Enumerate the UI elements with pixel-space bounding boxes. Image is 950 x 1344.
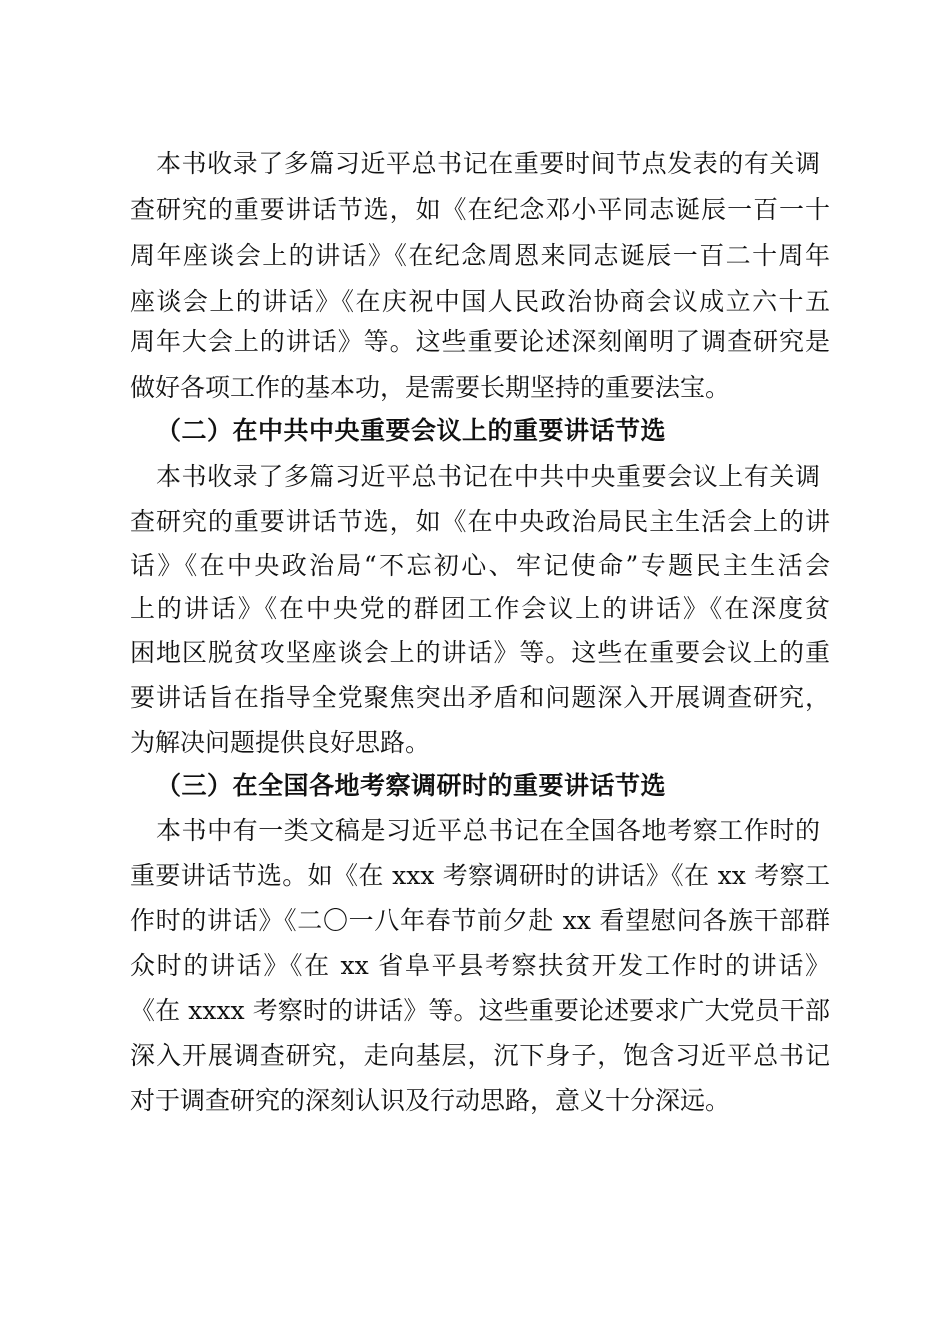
paragraph-3-line-3: 作时的讲话》《二〇一八年春节前夕赴 xx 看望慰问各族干部群: [130, 906, 830, 935]
paragraph-3-line-1: 本书中有一类文稿是习近平总书记在全国各地考察工作时的: [156, 816, 820, 845]
section-heading-3: （三）在全国各地考察调研时的重要讲话节选: [156, 771, 667, 800]
paragraph-3-line-4: 众时的讲话》《在 xx 省阜平县考察扶贫开发工作时的讲话》: [130, 951, 830, 980]
paragraph-2-line-7: 为解决问题提供良好思路。: [130, 728, 431, 757]
paragraph-1-line-3: 周年座谈会上的讲话》《在纪念周恩来同志诞辰一百二十周年: [130, 241, 830, 270]
paragraph-1-line-1: 本书收录了多篇习近平总书记在重要时间节点发表的有关调: [156, 149, 820, 178]
paragraph-3-line-6: 深入开展调查研究，走向基层，沉下身子，饱含习近平总书记: [130, 1041, 830, 1070]
paragraph-2-line-6: 要讲话旨在指导全党聚焦突出矛盾和问题深入开展调查研究，: [130, 683, 830, 712]
section-heading-2: （二）在中共中央重要会议上的重要讲话节选: [156, 416, 667, 445]
paragraph-3-line-5: 《在 xxxx 考察时的讲话》等。这些重要论述要求广大党员干部: [130, 996, 830, 1025]
paragraph-1-line-2: 查研究的重要讲话节选，如《在纪念邓小平同志诞辰一百一十: [130, 195, 830, 224]
paragraph-2-line-1: 本书收录了多篇习近平总书记在中共中央重要会议上有关调: [156, 462, 820, 491]
paragraph-1-line-6: 做好各项工作的基本功，是需要长期坚持的重要法宝。: [130, 373, 731, 402]
paragraph-1-line-4: 座谈会上的讲话》《在庆祝中国人民政治协商会议成立六十五: [130, 287, 830, 316]
paragraph-2-line-2: 查研究的重要讲话节选，如《在中央政治局民主生活会上的讲: [130, 507, 830, 536]
paragraph-2-line-3: 话》《在中央政治局“不忘初心、牢记使命”专题民主生活会: [130, 551, 830, 580]
paragraph-3-line-7: 对于调查研究的深刻认识及行动思路，意义十分深远。: [130, 1086, 731, 1115]
paragraph-2-line-5: 困地区脱贫攻坚座谈会上的讲话》等。这些在重要会议上的重: [130, 638, 830, 667]
paragraph-1-line-5: 周年大会上的讲话》等。这些重要论述深刻阐明了调查研究是: [130, 327, 830, 356]
paragraph-3-line-2: 重要讲话节选。如《在 xxx 考察调研时的讲话》《在 xx 考察工: [130, 861, 830, 890]
paragraph-2-line-4: 上的讲话》《在中央党的群团工作会议上的讲话》《在深度贫: [130, 594, 830, 623]
